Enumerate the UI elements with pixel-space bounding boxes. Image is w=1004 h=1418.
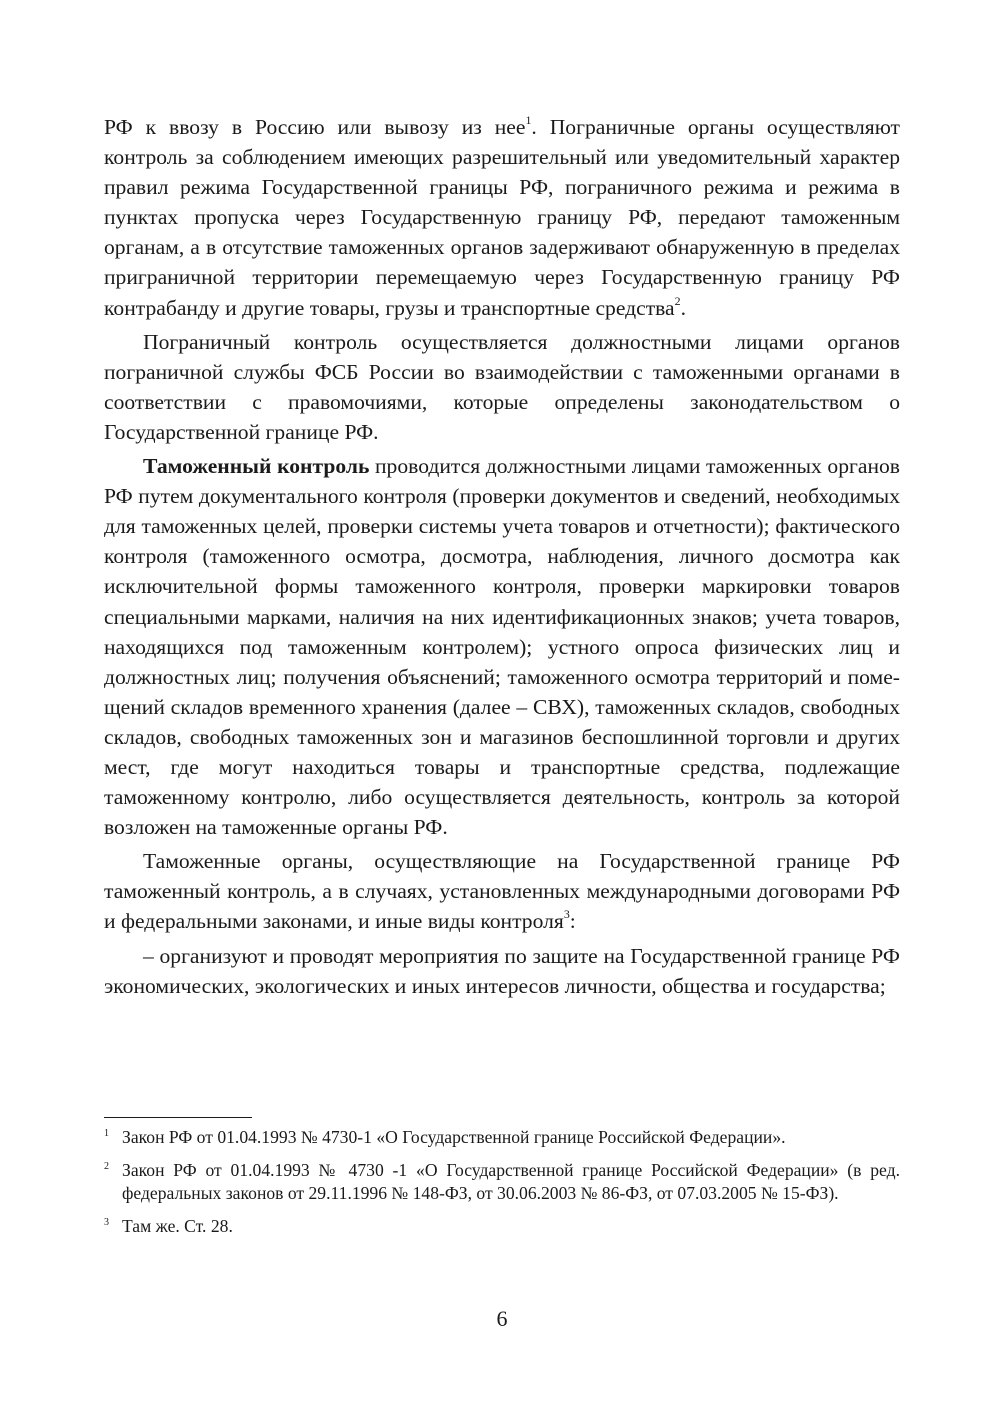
footnote-3 — [104, 1215, 900, 1239]
body-text — [104, 112, 900, 1001]
footnote-number: 3 — [104, 1216, 109, 1228]
term-customs-control: Таможенный контроль — [143, 454, 370, 479]
footnote-divider — [104, 1117, 252, 1118]
footnote-1 — [104, 1126, 900, 1150]
footnote-text: Закон РФ от 01.04.1993 № 4730-1 «О Государственной границе Российской Федерации». — [122, 1127, 786, 1147]
footnote-text: Там же. Ст. 28. — [122, 1215, 233, 1236]
footnote-number: 2 — [104, 1160, 109, 1172]
paragraph-1: РФ к ввозу в Россию или вывозу из нее$^1$. Пограничные органы осуществляют контроль за соблюдением имеющих разрешительный или уведомительный характер правил режима Государственной границы РФ, пограничного режима и режима в пунктах пропуска через Государственную границу РФ, передают таможенным органам, а в отсутствие таможенных органов задерживают обнаруженную в пределах приграничной территории перемещаемую через Государственную границу РФ контрабанду и другие товары, грузы и транспортные средства$^2$. — [104, 112, 900, 320]
paragraph-5: – организуют и проводят мероприятия по защите на Государственной границе РФ экономических, экологических и иных интересов личности, общества и государства; — [104, 943, 900, 998]
footnote-ref-2[interactable]: 2 — [674, 293, 681, 308]
footnote-ref-1[interactable]: 1 — [525, 112, 532, 127]
footnote-number: 1 — [104, 1128, 109, 1139]
footnotes — [104, 1126, 900, 1247]
footnote-ref-3[interactable]: 3 — [563, 907, 570, 922]
page-number: 6 — [496, 1306, 508, 1331]
footnote-2 — [104, 1159, 900, 1206]
footnote-text: Закон РФ от 01.04.1993 № 4730 -1 «О Государственной границе Российской Федерации» (в ред. федеральных законов от 29.11.1996 № 148-ФЗ, от 30.06.2003 № 86-ФЗ, от 07.03.2005 № 15-ФЗ). — [122, 1159, 900, 1204]
paragraph-3: Таможенный контроль проводится должностными лицами таможенных органов РФ путем документального контроля (проверки документов и сведений, необходимых для таможенных целей, проверки системы учета товаров и отчетности); фактического контроля (таможенного осмотра, досмотра, наблюдения, личного досмотра как исключительной формы таможенного контроля, проверки маркировки товаров специальными марками, наличия на них идентификационных знаков; учета товаров, находящихся под таможенным контролем); устного опроса физических лиц и должностных лиц; получения объяснений; таможенного осмотра территорий и помещений складов временного хранения (далее – СВХ), таможенных складов, свободных складов, свободных таможенных зон и магазинов беспошлинной торговли и других мест, где могут находиться товары и транспортные средства, подлежащие таможенному контролю, либо осуществляется деятельность, контроль за которой возложен на таможенные органы РФ. — [104, 454, 900, 840]
paragraph-2: Пограничный контроль осуществляется должностными лицами органов пограничной службы ФСБ России во взаимодействии с таможенными органами в соответствии с правомочиями, которые определены законодательством о Государственной границе РФ. — [104, 329, 900, 444]
paragraph-4: Таможенные органы, осуществляющие на Государственной границе РФ таможенный контроль, а в случаях, установленных международными договорами РФ и федеральными законами, и иные виды контроля$^3$: — [104, 849, 900, 934]
